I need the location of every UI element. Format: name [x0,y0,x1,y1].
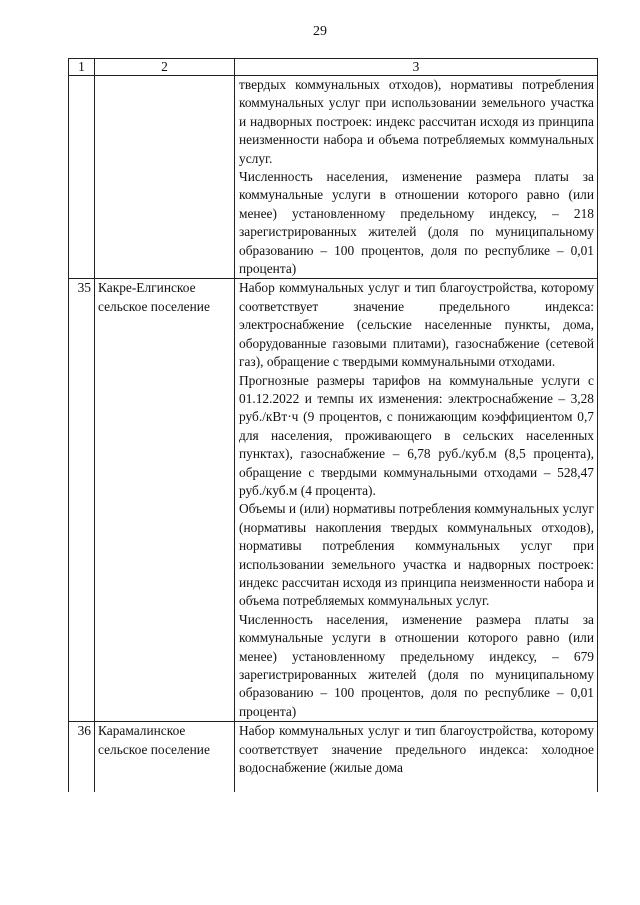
row-number: 36 [69,722,95,793]
paragraph: Прогнозные размеры тарифов на коммунальные услуги с 01.12.2022 и темпы их изменения: электроснабжение – 3,28 руб./кВт·ч (9 процентов, с понижающим коэффициентом 0,7 для населения, проживающего в сельских населенных пунктах), газоснабжение – 6,78 руб./куб.м (8,5 процента), обращение с твердыми коммунальными отходами – 528,47 руб./куб.м (4 процента). [239,372,594,498]
settlement-name: Карамалинское сельское поселение [95,722,235,793]
paragraph: Численность населения, изменение размера платы за коммунальные услуги в отношении которого равно (или менее) установленному предельному индексу, – 218 зарегистрированных жителей (доля по муниципальному образованию – 100 процентов, доля по республике – 0,01 процента) [239,169,594,277]
column-header-3: 3 [235,59,598,76]
row-content [235,76,598,279]
page-number: 29 [313,24,327,39]
column-header-1: 1 [69,59,95,76]
paragraph: Численность населения, изменение размера платы за коммунальные услуги в отношении которого равно (или менее) установленному предельному индексу, – 679 зарегистрированных жителей (доля по муниципальному образованию – 100 процентов, доля по республике – 0,01 процента) [239,611,594,719]
row-content [235,279,598,722]
paragraph: Объемы и (или) нормативы потребления коммунальных услуг (нормативы накопления твердых коммунальных отходов), нормативы потребления коммунальных услуг при использовании земельного участка и надворных построек: индекс рассчитан исходя из принципа неизменности набора и объема потребляемых коммунальных услуг. [239,501,594,609]
paragraph: твердых коммунальных отходов), нормативы потребления коммунальных услуг при использовании земельного участка и надворных построек: индекс рассчитан исходя из принципа неизменности набора и объема потребляемых коммунальных услуг. [239,77,594,166]
table-row [69,279,598,722]
table-row [69,76,598,279]
table-row [69,722,598,793]
row-content [235,722,598,793]
settlement-name [95,76,235,279]
paragraph: Набор коммунальных услуг и тип благоустройства, которому соответствует значение предельного индекса: холодное водоснабжение (жилые дома [239,723,594,776]
table-header-row [69,59,598,76]
column-header-2: 2 [95,59,235,76]
settlement-name: Какре-Елгинское сельское поселение [95,279,235,722]
row-number [69,76,95,279]
row-number: 35 [69,279,95,722]
tariff-table [68,58,598,792]
paragraph: Набор коммунальных услуг и тип благоустройства, которому соответствует значение предельного индекса: электроснабжение (сельские населенные пункты, дома, оборудованные газовыми плитами), газоснабжение (сетевой газ), обращение с твердыми коммунальными отходами. [239,280,594,370]
